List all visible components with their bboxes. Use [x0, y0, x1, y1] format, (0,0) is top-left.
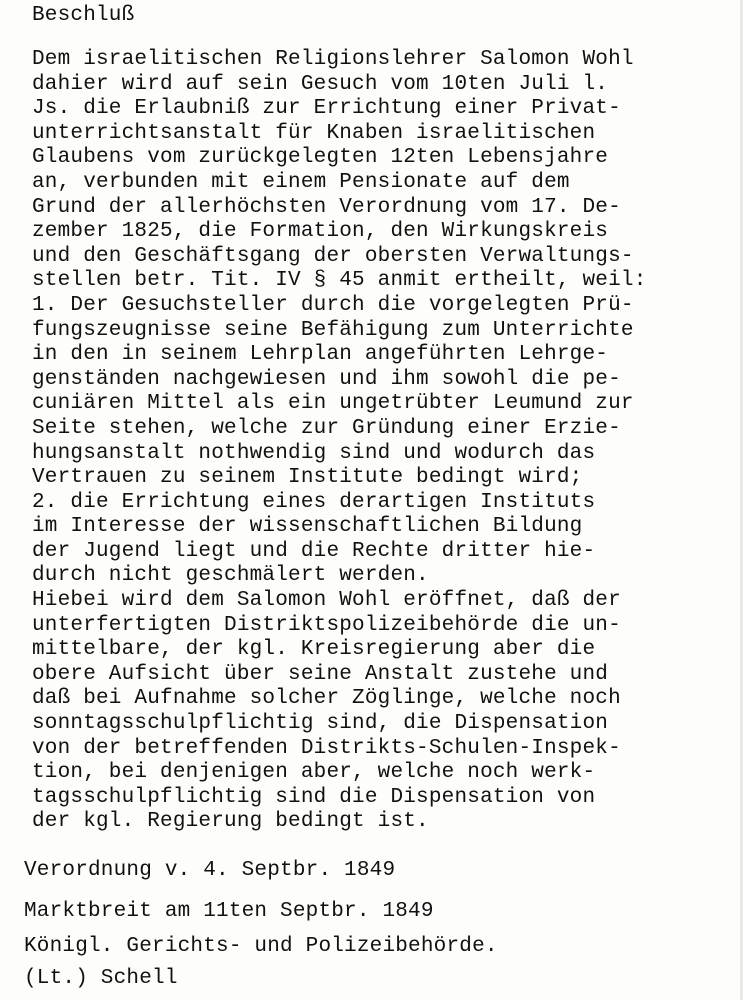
text-line: fungszeugnisse seine Befähigung zum Unterrichte — [32, 318, 634, 342]
text-line: dahier wird auf sein Gesuch vom 10ten Juli l. — [32, 72, 609, 96]
place-date-line: Marktbreit am 11ten Septbr. 1849 — [24, 900, 434, 923]
text-line: mittelbare, der kgl. Kreisregierung aber die — [32, 638, 596, 662]
text-line: im Interesse der wissenschaftlichen Bildung — [32, 515, 583, 539]
text-line: Grund der allerhöchsten Verordnung vom 17. De- — [32, 195, 621, 219]
text-line: der kgl. Regierung bedingt ist. — [32, 810, 429, 834]
text-line: unterrichtsanstalt für Knaben israelitischen — [32, 121, 596, 145]
text-line: unterfertigten Distriktspolizeibehörde die un- — [32, 613, 621, 637]
document-body — [32, 48, 647, 835]
text-line: Seite stehen, welche zur Gründung einer Erzie- — [32, 416, 621, 440]
ordinance-line: Verordnung v. 4. Septbr. 1849 — [24, 859, 396, 882]
authority-line: Königl. Gerichts- und Polizeibehörde. — [24, 935, 498, 958]
text-line: genständen nachgewiesen und ihm sowohl die pe- — [32, 367, 621, 391]
document-title: Beschluß — [32, 4, 135, 27]
text-line: 2. die Errichtung eines derartigen Instituts — [32, 490, 596, 514]
text-line: Hiebei wird dem Salomon Wohl eröffnet, daß der — [32, 589, 621, 613]
text-line: obere Aufsicht über seine Anstalt zustehe und — [32, 662, 609, 686]
text-line: hungsanstalt nothwendig sind und wodurch das — [32, 441, 596, 465]
text-line: Glaubens vom zurückgelegten 12ten Lebensjahre — [32, 146, 609, 170]
text-line: Js. die Erlaubniß zur Errichtung einer Privat- — [32, 97, 621, 121]
text-line: daß bei Aufnahme solcher Zöglinge, welche noch — [32, 687, 621, 711]
text-line: an, verbunden mit einem Pensionate auf dem — [32, 170, 570, 194]
text-line: sonntagsschulpflichtig sind, die Dispensation — [32, 712, 609, 736]
text-line: durch nicht geschmälert werden. — [32, 564, 429, 588]
text-line: 1. Der Gesuchsteller durch die vorgelegten Prü- — [32, 293, 634, 317]
text-line: stellen betr. Tit. IV § 45 anmit ertheilt, weil: — [32, 269, 647, 293]
text-line: cuniären Mittel als ein ungetrübter Leumund zur — [32, 392, 634, 416]
text-line: Dem israelitischen Religionslehrer Salomon Wohl — [32, 48, 634, 71]
text-line: von der betreffenden Distrikts-Schulen-Inspek- — [32, 736, 621, 760]
text-line: und den Geschäftsgang der obersten Verwaltungs- — [32, 244, 634, 268]
text-line: der Jugend liegt und die Rechte dritter hie- — [32, 539, 596, 563]
text-line: tagsschulpflichtig sind die Dispensation von — [32, 785, 596, 809]
text-line: in den in seinem Lehrplan angeführten Lehrge- — [32, 343, 609, 367]
text-line: zember 1825, die Formation, den Wirkungskreis — [32, 220, 609, 244]
signature-line: (Lt.) Schell — [24, 967, 178, 990]
text-line: tion, bei denjenigen aber, welche noch werk- — [32, 761, 596, 785]
text-line: Vertrauen zu seinem Institute bedingt wird; — [32, 466, 583, 490]
